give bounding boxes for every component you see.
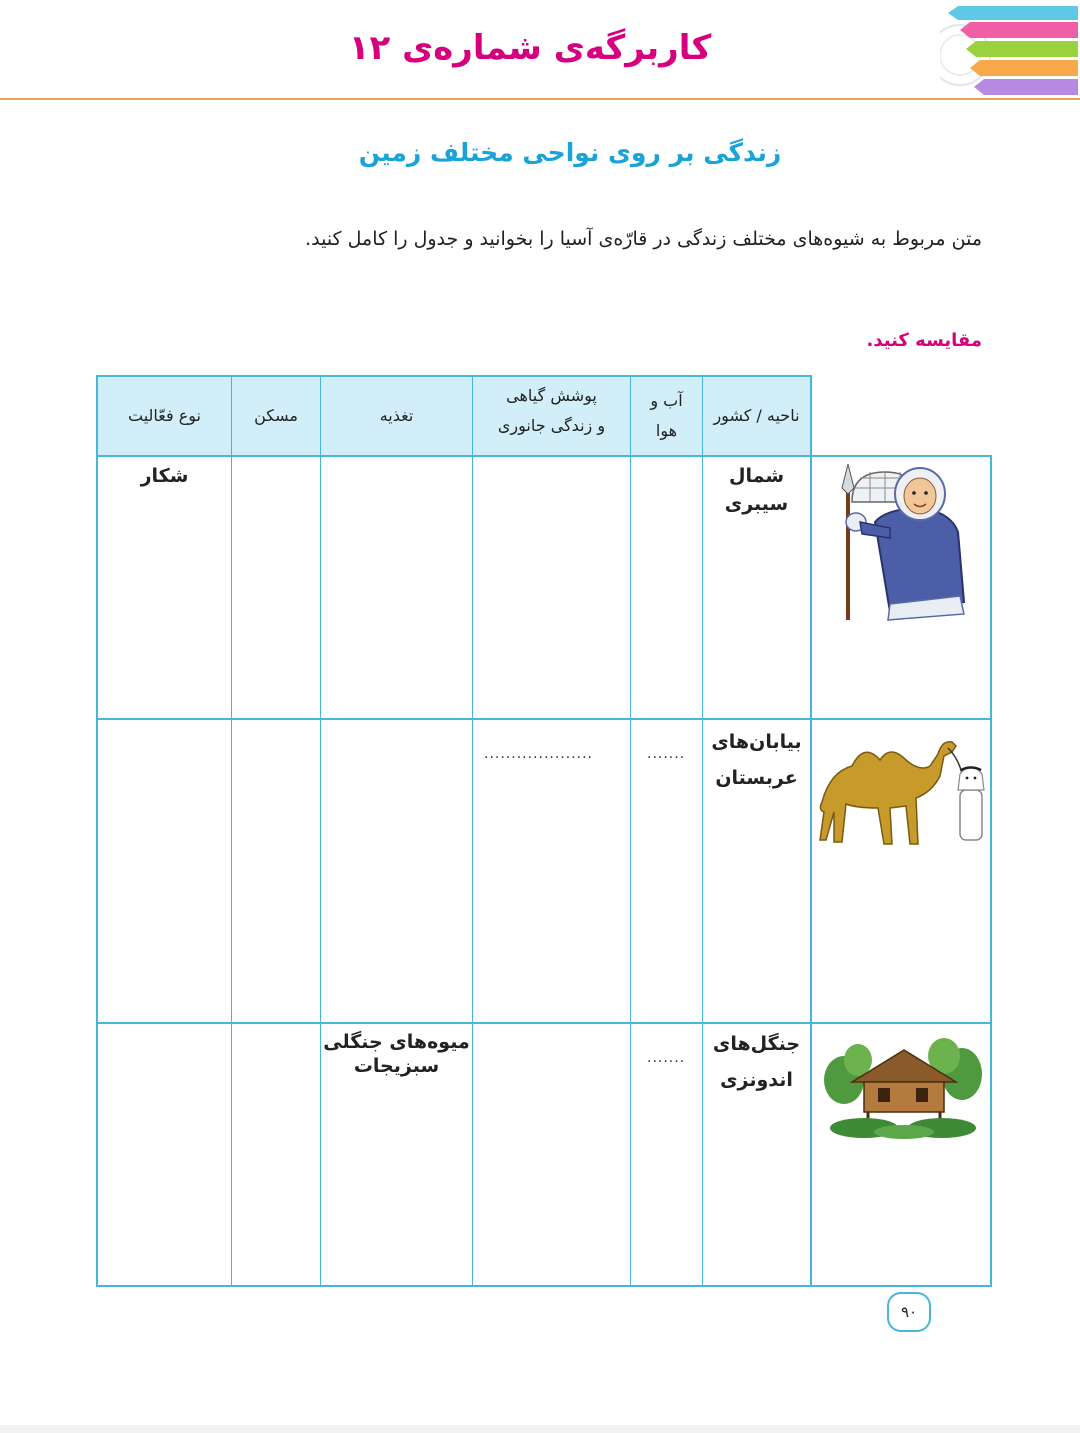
table-line bbox=[472, 375, 473, 1287]
compare-label: مقایسه کنید. bbox=[866, 330, 982, 351]
page-title-number: ۱۲ bbox=[348, 28, 391, 68]
row2-region-line2: عربستان bbox=[715, 767, 798, 789]
row3-region bbox=[703, 1030, 810, 1094]
jungle-hut-illustration bbox=[824, 1030, 982, 1140]
header-vegetation bbox=[473, 381, 630, 441]
header-activity-label: نوع فعّالیت bbox=[127, 406, 201, 425]
row3-region-line1: جنگل‌های bbox=[712, 1033, 801, 1055]
header-dwelling-label: مسکن bbox=[254, 406, 298, 425]
header-food bbox=[321, 401, 472, 431]
header-region bbox=[703, 401, 810, 431]
row1-region bbox=[703, 462, 810, 518]
row2-region bbox=[703, 728, 810, 792]
page-title-text: کاربرگه‌ی شماره‌ی bbox=[402, 28, 712, 68]
instruction-text: متن مربوط به شیوه‌های مختلف زندگی در قارّه‌ی آسیا را بخوانید و جدول را کامل کنید. bbox=[305, 228, 982, 250]
row3-food-line2: سبزیجات bbox=[353, 1055, 440, 1077]
camel-arab-illustration bbox=[812, 732, 990, 854]
row1-activity-label: شکار bbox=[140, 465, 189, 487]
bottom-bar bbox=[0, 1425, 1080, 1433]
header-vegetation-line1: پوشش گیاهی bbox=[506, 386, 597, 405]
header-dwelling bbox=[232, 401, 320, 431]
row3-region-line2: اندونزی bbox=[720, 1069, 793, 1091]
row2-vegetation-blank: .................... bbox=[484, 746, 594, 762]
row3-food bbox=[321, 1030, 472, 1078]
row2-region-line1: بیابان‌های bbox=[711, 731, 802, 753]
table-line bbox=[96, 375, 811, 377]
header-vegetation-line2: و زندگی جانوری bbox=[497, 416, 606, 435]
header-climate bbox=[631, 386, 702, 446]
table-line bbox=[990, 455, 992, 1287]
header-activity bbox=[98, 401, 231, 431]
table-line bbox=[630, 375, 631, 1287]
row1-region-line2: سیبری bbox=[724, 493, 789, 515]
header-food-label: تغذیه bbox=[379, 406, 414, 425]
row3-food-line1: میوه‌های جنگلی bbox=[323, 1031, 470, 1053]
header-region-label: ناحیه / کشور bbox=[713, 406, 800, 425]
row1-activity bbox=[98, 462, 231, 490]
header-climate-line2: هوا bbox=[655, 421, 678, 440]
header-climate-line1: آب و bbox=[650, 391, 683, 410]
row1-region-line1: شمال bbox=[728, 465, 785, 487]
table-line bbox=[231, 375, 232, 1287]
eskimo-igloo-illustration bbox=[830, 462, 970, 627]
table-line bbox=[96, 375, 98, 1287]
row2-climate-blank: ....... bbox=[647, 746, 686, 762]
row3-climate-blank: ....... bbox=[647, 1050, 686, 1066]
page-number: ۹۰ bbox=[887, 1292, 931, 1332]
worksheet-subtitle: زندگی بر روی نواحی مختلف زمین bbox=[358, 138, 782, 167]
table-line bbox=[320, 375, 321, 1287]
